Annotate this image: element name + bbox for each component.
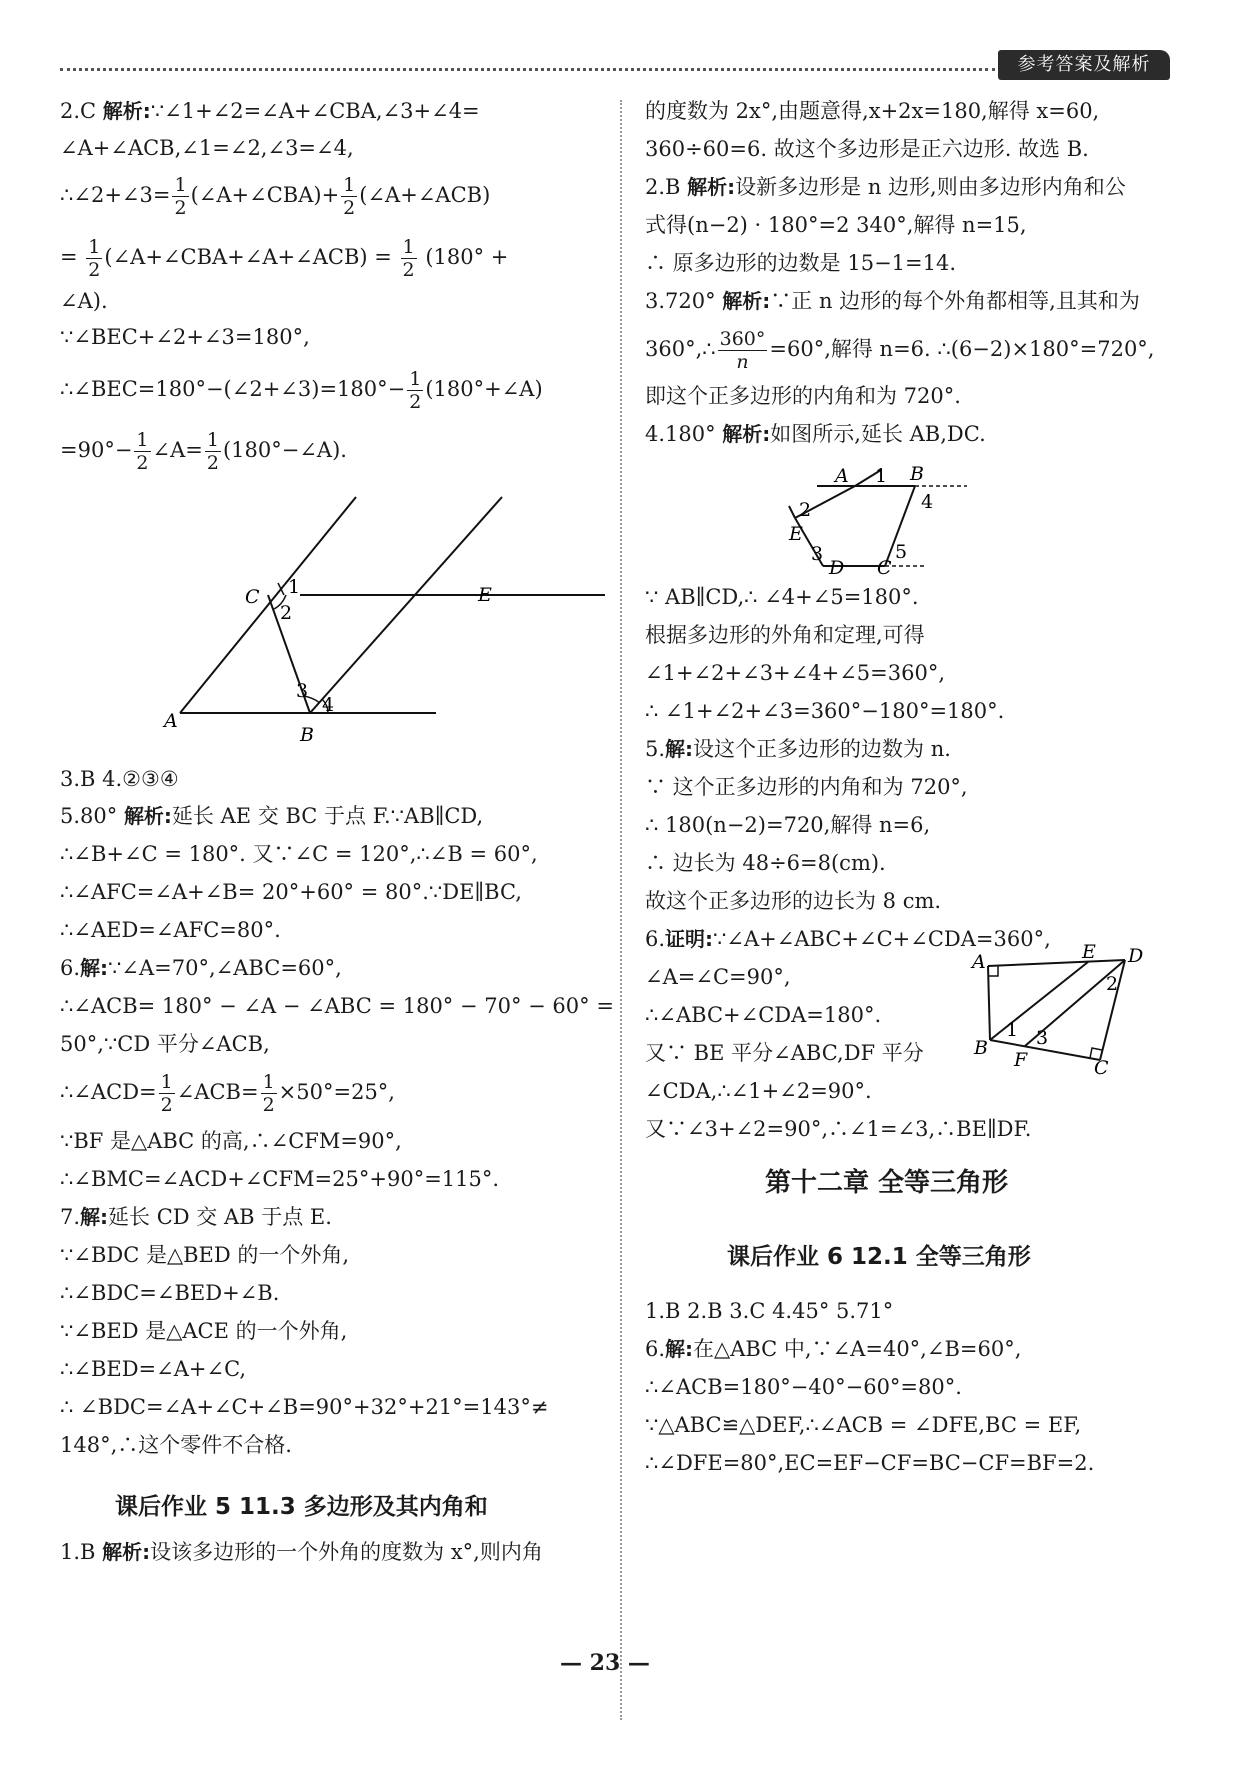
- label-e: E: [478, 584, 492, 606]
- answer-6-line: 6.解:∵∠A=70°,∠ABC=60°,: [60, 956, 342, 980]
- hw5-answer-4-line: 根据多边形的外角和定理,可得: [645, 623, 925, 647]
- hw5-answer-6-line: ∠CDA,∴∠1+∠2=90°.: [645, 1079, 872, 1103]
- answer-6-line: ∴∠ACB= 180° − ∠A − ∠ABC = 180° − 70° − 60° =: [60, 994, 614, 1018]
- line-ab: [988, 966, 990, 1040]
- hw6-answer-6-line: 6.解:在△ABC 中,∵∠A=40°,∠B=60°,: [645, 1337, 1022, 1361]
- hw5-answer-3-line: 3.720° 解析:∵正 n 边形的每个外角都相等,且其和为: [645, 289, 1140, 313]
- column-divider: [620, 100, 622, 1720]
- answer-2-line: =90°− $\frac{1}{2}$ ∠A= $\frac{1}{2}$ (180°−∠A).: [60, 429, 347, 474]
- hw5-answer-1-line: 的度数为 2x°,由题意得,x+2x=180,解得 x=60,: [645, 99, 1100, 123]
- answer-6-line: ∴∠BMC=∠ACD+∠CFM=25°+90°=115°.: [60, 1167, 500, 1191]
- figure-bisectors: [970, 941, 1160, 1079]
- line-be: [310, 497, 502, 713]
- answer-7-line: ∴∠BED=∠A+∠C,: [60, 1357, 247, 1381]
- answer-6-line: ∴∠ACD= $\frac{1}{2}$ ∠ACB= $\frac{1}{2}$ ×50°=25°,: [60, 1071, 395, 1116]
- label-4: 4: [322, 694, 335, 716]
- hw5-answer-5-line: ∴ 180(n−2)=720,解得 n=6,: [645, 813, 931, 837]
- label-e: E: [1082, 941, 1096, 963]
- answer-7-line: ∵∠BDC 是△BED 的一个外角,: [60, 1243, 350, 1267]
- answer-7-line: ∴ ∠BDC=∠A+∠C+∠B=90°+32°+21°=143°≠: [60, 1395, 549, 1419]
- label-c: C: [877, 557, 892, 579]
- label-1: 1: [875, 465, 888, 487]
- label-a: A: [835, 465, 849, 487]
- fraction: $\frac{360^\circ}{n}$: [719, 328, 766, 373]
- fraction: $\frac{1}{2}$: [206, 429, 219, 474]
- hw6-answer-6-line: ∴∠DFE=80°,EC=EF−CF=BC−CF=BF=2.: [645, 1451, 1095, 1475]
- answer-5-line: ∴∠AFC=∠A+∠B= 20°+60° = 80°.∵DE∥BC,: [60, 880, 522, 904]
- hw5-answer-1-line: 360÷60=6. 故这个多边形是正六边形. 故选 B.: [645, 137, 1089, 161]
- label-b: B: [974, 1037, 988, 1059]
- label-a: A: [972, 951, 986, 973]
- hw5-answer-6-line: 又∵ BE 平分∠ABC,DF 平分: [645, 1041, 924, 1065]
- label-3: 3: [811, 543, 824, 565]
- answer-2-line: ∴∠2+∠3= $\frac{1}{2}$ (∠A+∠CBA)+ $\frac{1}{2}$ (∠A+∠ACB): [60, 174, 491, 219]
- hw6-answer-6-line: ∵△ABC≌△DEF,∴∠ACB = ∠DFE,BC = EF,: [645, 1413, 1082, 1437]
- fraction: $\frac{1}{2}$: [88, 236, 101, 281]
- hw5-answer-5-line: 5.解:设这个正多边形的边数为 n.: [645, 737, 951, 761]
- section-heading-hw5: 课后作业 5 11.3 多边形及其内角和: [115, 1494, 488, 1520]
- answer-7-line: ∴∠BDC=∠BED+∠B.: [60, 1281, 280, 1305]
- hw5-answer-3-line: 即这个正多边形的内角和为 720°.: [645, 384, 961, 408]
- answer-2-line: ∴∠BEC=180°−(∠2+∠3)=180°− $\frac{1}{2}$ (180°+∠A): [60, 368, 543, 413]
- label-e: E: [789, 523, 803, 545]
- answer-7-line: ∵∠BED 是△ACE 的一个外角,: [60, 1319, 348, 1343]
- answer-5-line: 5.80° 解析:延长 AE 交 BC 于点 F.∵AB∥CD,: [60, 804, 484, 828]
- hw6-answer-6-line: ∴∠ACB=180°−40°−60°=80°.: [645, 1375, 962, 1399]
- hw5-answer-5-line: ∴ 边长为 48÷6=8(cm).: [645, 851, 886, 875]
- hw5-answer-2-line: 式得(n−2) · 180°=2 340°,解得 n=15,: [645, 213, 1027, 237]
- label-1: 1: [1006, 1019, 1019, 1041]
- answer-6-line: 50°,∵CD 平分∠ACB,: [60, 1032, 270, 1056]
- hw5-answer-2-line: 2.B 解析:设新多边形是 n 边形,则由多边形内角和公: [645, 175, 1126, 199]
- hw5-answer-6-line: ∠A=∠C=90°,: [645, 965, 791, 989]
- figure-angles-parallel: [160, 491, 580, 751]
- label-2: 2: [280, 602, 293, 624]
- answers-3-4: 3.B 4.②③④: [60, 767, 179, 791]
- hw5-answer-4-line: ∠1+∠2+∠3+∠4+∠5=360°,: [645, 661, 946, 685]
- hw5-answer-4-line: ∵ AB∥CD,∴ ∠4+∠5=180°.: [645, 585, 919, 609]
- hw5-answer-6-line: ∴∠ABC+∠CDA=180°.: [645, 1003, 882, 1027]
- hw5-answer-6-line: 又∵∠3+∠2=90°,∴∠1=∠3,∴BE∥DF.: [645, 1117, 1032, 1141]
- label-f: F: [1014, 1049, 1028, 1071]
- label-2: 2: [1106, 973, 1119, 995]
- section-heading-hw6: 课后作业 6 12.1 全等三角形: [727, 1244, 1031, 1270]
- line-ac: [180, 497, 356, 713]
- label-3: 3: [296, 680, 309, 702]
- label-c: C: [1094, 1057, 1109, 1079]
- hw5-answer-5-line: ∵ 这个正多边形的内角和为 720°,: [645, 775, 968, 799]
- answer-7-line: 148°,∴这个零件不合格.: [60, 1433, 292, 1457]
- answer-5-line: ∴∠B+∠C = 180°. 又∵∠C = 120°,∴∠B = 60°,: [60, 842, 538, 866]
- label-2: 2: [799, 499, 812, 521]
- label-3: 3: [1036, 1027, 1049, 1049]
- header-rule: [60, 68, 995, 71]
- label-d: D: [829, 557, 845, 579]
- fraction: $\frac{1}{2}$: [262, 1071, 275, 1116]
- label-d: D: [1128, 945, 1144, 967]
- answer-6-line: ∵BF 是△ABC 的高,∴∠CFM=90°,: [60, 1129, 402, 1153]
- label-5: 5: [895, 541, 908, 563]
- answer-2-line: = $\frac{1}{2}$ (∠A+∠CBA+∠A+∠ACB) = $\frac{1}{2}$ (180° +: [60, 236, 509, 281]
- label-c: C: [245, 586, 260, 608]
- right-angle-a: [988, 966, 998, 976]
- answer-2-line: ∠A+∠ACB,∠1=∠2,∠3=∠4,: [60, 136, 354, 160]
- label-a: A: [164, 710, 178, 732]
- hw5-answer-1-line: 1.B 解析:设该多边形的一个外角的度数为 x°,则内角: [60, 1540, 543, 1564]
- fraction: $\frac{1}{2}$: [160, 1071, 173, 1116]
- hw6-answers-1-5: 1.B 2.B 3.C 4.45° 5.71°: [645, 1299, 894, 1323]
- hw5-answer-3-line: 360°,∴ $\frac{360^\circ}{n}$ =60°,解得 n=6. ∴(6−2)×180°=720°,: [645, 328, 1155, 373]
- header-badge: 参考答案及解析: [998, 50, 1170, 80]
- fraction: $\frac{1}{2}$: [402, 236, 415, 281]
- hw5-answer-2-line: ∴ 原多边形的边数是 15−1=14.: [645, 251, 957, 275]
- page-number: — 23 —: [560, 1650, 650, 1676]
- answer-5-line: ∴∠AED=∠AFC=80°.: [60, 918, 281, 942]
- label-b: B: [300, 724, 314, 746]
- answer-7-line: 7.解:延长 CD 交 AB 于点 E.: [60, 1205, 332, 1229]
- label-b: B: [910, 463, 924, 485]
- label-4: 4: [921, 491, 934, 513]
- hw5-answer-4-line: 4.180° 解析:如图所示,延长 AB,DC.: [645, 422, 986, 446]
- answer-2-line: 2.C 解析:∵∠1+∠2=∠A+∠CBA,∠3+∠4=: [60, 99, 480, 123]
- label-1: 1: [288, 576, 301, 598]
- hw5-answer-4-line: ∴ ∠1+∠2+∠3=360°−180°=180°.: [645, 699, 1005, 723]
- hw5-answer-6-line: 6.证明:∵∠A+∠ABC+∠C+∠CDA=360°,: [645, 927, 1051, 951]
- figure-quadrilateral: [789, 456, 985, 579]
- chapter-heading: 第十二章 全等三角形: [765, 1168, 1009, 1198]
- answer-2-line: ∠A).: [60, 289, 108, 313]
- answer-2-line: ∵∠BEC+∠2+∠3=180°,: [60, 325, 310, 349]
- line-ad: [988, 960, 1125, 966]
- fraction: $\frac{1}{2}$: [409, 368, 422, 413]
- fraction: $\frac{1}{2}$: [136, 429, 149, 474]
- fraction: $\frac{1}{2}$: [343, 174, 356, 219]
- fraction: $\frac{1}{2}$: [174, 174, 187, 219]
- hw5-answer-5-line: 故这个正多边形的边长为 8 cm.: [645, 889, 942, 913]
